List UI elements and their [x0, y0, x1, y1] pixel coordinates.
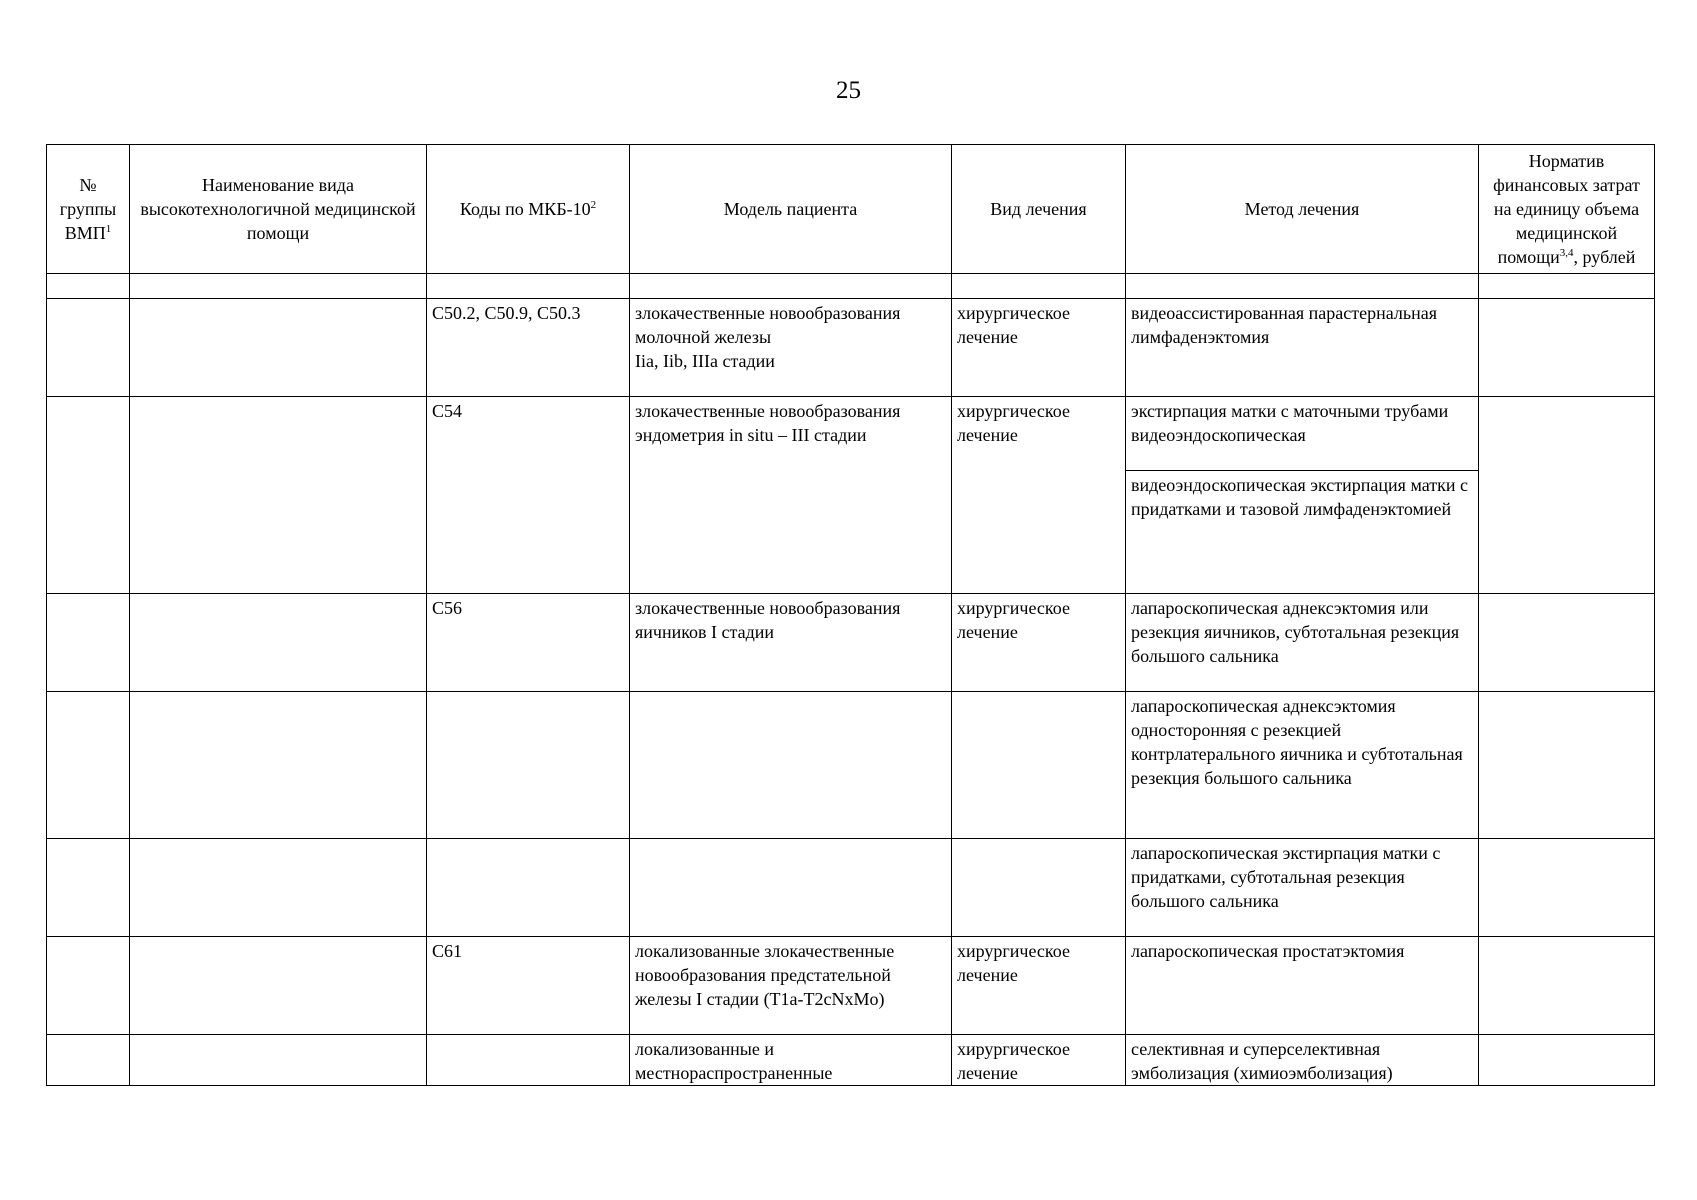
- care-type-cell: [130, 299, 427, 397]
- group-number-cell: [47, 299, 130, 397]
- cost-standard-cell: [1479, 839, 1655, 937]
- care-type-cell: [130, 594, 427, 692]
- patient-model-cell: злокачественные новообразования яичников I стадии: [630, 594, 952, 692]
- cost-standard-cell: [1479, 299, 1655, 397]
- icd-codes-cell: C54: [427, 397, 630, 594]
- treatment-method-cell: видеоэндоскопическая экстирпация матки с придатками и тазовой лимфаденэктомией: [1126, 471, 1479, 594]
- care-type-cell: [130, 692, 427, 839]
- patient-model-cell: злокачественные новообразования молочной железы Iia, Iib, IIIa стадии: [630, 299, 952, 397]
- treatment-method-cell: лапароскопическая аднексэктомия или резекция яичников, субтотальная резекция большого сальника: [1126, 594, 1479, 692]
- patient-model-cell: локализованные и местнораспространенные: [630, 1035, 952, 1086]
- header-treatment-method: Метод лечения: [1126, 145, 1479, 274]
- header-patient-model: Модель пациента: [630, 145, 952, 274]
- care-type-cell: [130, 397, 427, 594]
- group-number-cell: [47, 1035, 130, 1086]
- page-number: 25: [836, 77, 861, 104]
- blank-cell: [427, 274, 630, 299]
- patient-model-cell: [630, 692, 952, 839]
- treatment-method-cell: селективная и суперселективная эмболизация (химиоэмболизация): [1126, 1035, 1479, 1086]
- blank-cell: [47, 274, 130, 299]
- icd-codes-cell: [427, 839, 630, 937]
- header-care-type-name: Наименование вида высокотехнологичной медицинской помощи: [130, 145, 427, 274]
- treatment-type-cell: хирургическое лечение: [952, 299, 1126, 397]
- cost-standard-cell: [1479, 692, 1655, 839]
- medical-care-table: [46, 144, 1655, 1086]
- cost-standard-cell: [1479, 594, 1655, 692]
- cost-standard-cell: [1479, 937, 1655, 1035]
- icd-codes-cell: [427, 1035, 630, 1086]
- table-row: [47, 594, 1655, 692]
- blank-cell: [130, 274, 427, 299]
- table-row: [47, 1035, 1655, 1086]
- header-group-number: № группы ВМП$^1$: [47, 145, 130, 274]
- table-row: [47, 937, 1655, 1035]
- treatment-method-cell: лапароскопическая простатэктомия: [1126, 937, 1479, 1035]
- table-row: [47, 692, 1655, 839]
- care-type-cell: [130, 839, 427, 937]
- column-number-row: [47, 274, 1655, 299]
- treatment-type-cell: хирургическое лечение: [952, 1035, 1126, 1086]
- header-row: [47, 145, 1655, 274]
- cost-standard-cell: [1479, 397, 1655, 594]
- treatment-type-cell: [952, 839, 1126, 937]
- treatment-method-cell: экстирпация матки с маточными трубами видеоэндоскопическая: [1126, 397, 1479, 471]
- group-number-cell: [47, 692, 130, 839]
- header-icd-codes: Коды по МКБ-$10^2$: [427, 145, 630, 274]
- icd-codes-cell: C56: [427, 594, 630, 692]
- care-type-cell: [130, 1035, 427, 1086]
- treatment-type-cell: хирургическое лечение: [952, 397, 1126, 594]
- group-number-cell: [47, 594, 130, 692]
- table-row: [47, 397, 1655, 471]
- icd-codes-cell: [427, 692, 630, 839]
- group-number-cell: [47, 937, 130, 1035]
- icd-codes-cell: C61: [427, 937, 630, 1035]
- patient-model-cell: [630, 839, 952, 937]
- group-number-cell: [47, 839, 130, 937]
- blank-cell: [1126, 274, 1479, 299]
- treatment-method-cell: лапароскопическая экстирпация матки с придатками, субтотальная резекция большого сальника: [1126, 839, 1479, 937]
- blank-cell: [952, 274, 1126, 299]
- care-type-cell: [130, 937, 427, 1035]
- treatment-type-cell: хирургическое лечение: [952, 594, 1126, 692]
- table-row: [47, 299, 1655, 397]
- treatment-method-cell: лапароскопическая аднексэктомия односторонняя с резекцией контрлатерального яичника и субтотальная резекция большого сальника: [1126, 692, 1479, 839]
- header-treatment-type: Вид лечения: [952, 145, 1126, 274]
- blank-cell: [1479, 274, 1655, 299]
- blank-cell: [630, 274, 952, 299]
- patient-model-cell: злокачественные новообразования эндометрия in situ – III стадии: [630, 397, 952, 594]
- treatment-type-cell: хирургическое лечение: [952, 937, 1126, 1035]
- patient-model-cell: локализованные злокачественные новообразования предстательной железы I стадии (T1a-T2cNxMo): [630, 937, 952, 1035]
- treatment-method-cell: видеоассистированная парастернальная лимфаденэктомия: [1126, 299, 1479, 397]
- cost-standard-cell: [1479, 1035, 1655, 1086]
- table-row: [47, 839, 1655, 937]
- group-number-cell: [47, 397, 130, 594]
- header-cost-standard: Норматив финансовых затрат на единицу объема медицинской помощи$^{3,4}$, рублей: [1479, 145, 1655, 274]
- treatment-type-cell: [952, 692, 1126, 839]
- icd-codes-cell: C50.2, C50.9, C50.3: [427, 299, 630, 397]
